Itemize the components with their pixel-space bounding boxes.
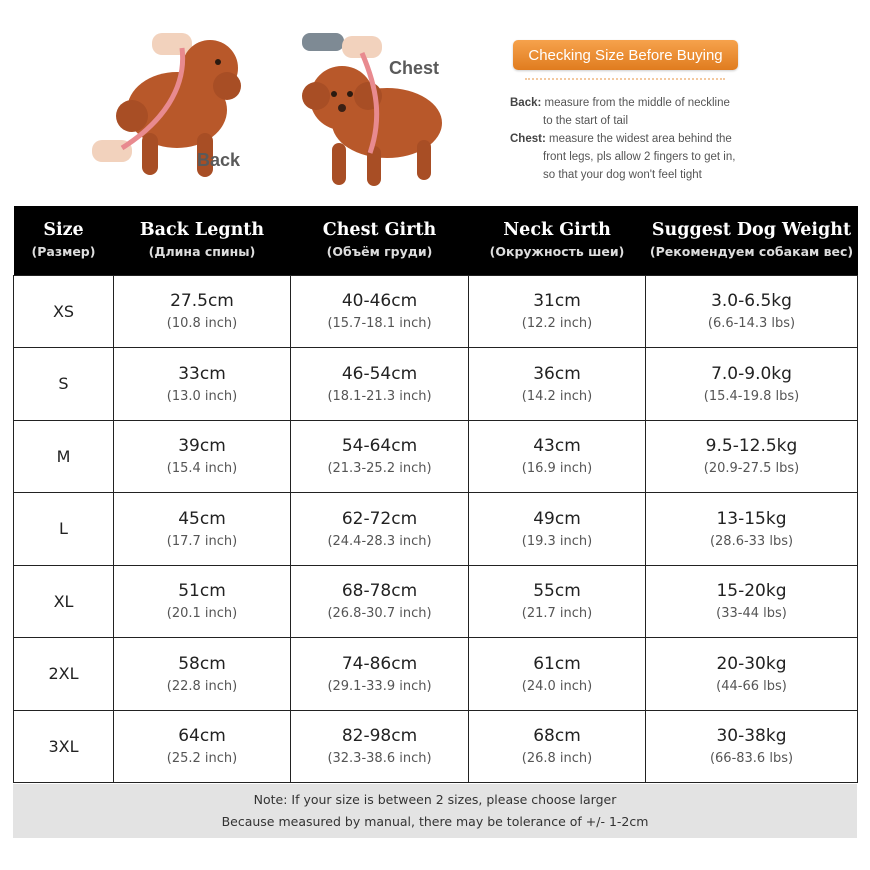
header-sub: (Окружность шеи): [489, 244, 625, 260]
back-inch: (17.7 inch): [166, 533, 238, 549]
neck-inch: (19.3 inch): [521, 533, 593, 549]
dog-weight-cell: [646, 710, 858, 783]
neck-inch: (26.8 inch): [521, 751, 593, 767]
neck-cm: 36cm: [533, 363, 581, 384]
table-header-row: [14, 206, 858, 275]
table-row: [14, 420, 858, 493]
chest-girth-cell: [291, 638, 469, 711]
note-line-2: Because measured by manual, there may be tolerance of +/- 1-2cm: [221, 814, 649, 829]
neck-girth-cell: [469, 493, 646, 566]
back-inch: (22.8 inch): [166, 678, 238, 694]
weight-kg: 13-15kg: [716, 508, 787, 529]
chest-inch: (21.3-25.2 inch): [327, 461, 432, 477]
chest-cm: 40-46cm: [341, 291, 418, 312]
header-sub: (Длина спины): [148, 244, 256, 260]
back-length-cell: [114, 275, 291, 348]
size-cell: XS: [14, 275, 114, 348]
header-main: Chest Girth: [322, 220, 437, 241]
measurement-instructions: [510, 94, 760, 184]
back-text-1: measure from the middle of neckline: [544, 97, 730, 109]
dog-weight-cell: [646, 565, 858, 638]
chest-term: Chest:: [510, 133, 546, 145]
header-main: Size: [43, 220, 84, 241]
back-inch: (13.0 inch): [166, 388, 238, 404]
back-inch: (25.2 inch): [166, 751, 238, 767]
weight-lbs: (28.6-33 lbs): [709, 533, 794, 549]
header-size: [14, 206, 114, 275]
size-cell: L: [14, 493, 114, 566]
weight-lbs: (66-83.6 lbs): [709, 751, 794, 767]
header-sub: (Рекомендуем собакам вес): [649, 244, 854, 260]
chest-girth-cell: [291, 493, 469, 566]
note-line-1: Note: If your size is between 2 sizes, please choose larger: [253, 792, 617, 807]
back-length-cell: [114, 710, 291, 783]
chest-cm: 82-98cm: [341, 726, 418, 747]
measurement-illustration: [0, 0, 870, 205]
neck-inch: (14.2 inch): [521, 388, 593, 404]
chest-cm: 74-86cm: [341, 653, 418, 674]
back-length-cell: [114, 565, 291, 638]
size-cell: XL: [14, 565, 114, 638]
back-length-cell: [114, 638, 291, 711]
neck-inch: (21.7 inch): [521, 606, 593, 622]
size-cell: 3XL: [14, 710, 114, 783]
weight-lbs: (6.6-14.3 lbs): [707, 316, 796, 332]
weight-lbs: (33-44 lbs): [716, 606, 787, 622]
chest-text-3: so that your dog won't feel tight: [543, 169, 702, 181]
neck-cm: 31cm: [533, 291, 581, 312]
back-term: Back:: [510, 97, 542, 109]
header-neck-girth: [469, 206, 646, 275]
chest-inch: (15.7-18.1 inch): [327, 316, 432, 332]
header-back-length: [114, 206, 291, 275]
header-sub: (Размер): [31, 244, 96, 260]
back-cm: 45cm: [178, 508, 226, 529]
table-row: [14, 710, 858, 783]
dog-weight-cell: [646, 420, 858, 493]
table-row: [14, 275, 858, 348]
checking-size-badge: Checking Size Before Buying: [513, 40, 738, 70]
neck-cm: 61cm: [533, 653, 581, 674]
chest-cm: 46-54cm: [341, 363, 418, 384]
back-length-cell: [114, 493, 291, 566]
chest-inch: (29.1-33.9 inch): [327, 678, 432, 694]
size-cell: 2XL: [14, 638, 114, 711]
back-cm: 58cm: [178, 653, 226, 674]
back-cm: 27.5cm: [170, 291, 234, 312]
weight-lbs: (20.9-27.5 lbs): [703, 461, 800, 477]
neck-girth-cell: [469, 420, 646, 493]
size-chart-table: [13, 206, 858, 783]
chest-inch: (18.1-21.3 inch): [327, 388, 432, 404]
header-main: Back Legnth: [139, 220, 265, 241]
dog-back-illustration: [92, 28, 267, 193]
weight-kg: 30-38kg: [716, 726, 787, 747]
header-main: Neck Girth: [503, 220, 611, 241]
back-cm: 51cm: [178, 581, 226, 602]
chest-inch: (26.8-30.7 inch): [327, 606, 432, 622]
chest-inch: (24.4-28.3 inch): [327, 533, 432, 549]
weight-kg: 15-20kg: [716, 581, 787, 602]
chest-text-1: measure the widest area behind the: [548, 133, 732, 145]
table-row: [14, 638, 858, 711]
back-length-cell: [114, 420, 291, 493]
back-cm: 64cm: [178, 726, 226, 747]
table-row: [14, 565, 858, 638]
size-cell: S: [14, 348, 114, 421]
badge-underline: [525, 70, 725, 80]
dog-weight-cell: [646, 638, 858, 711]
back-length-cell: [114, 348, 291, 421]
chest-girth-cell: [291, 420, 469, 493]
neck-girth-cell: [469, 710, 646, 783]
dog-chest-illustration: [292, 28, 467, 193]
neck-cm: 55cm: [533, 581, 581, 602]
chest-inch: (32.3-38.6 inch): [327, 751, 432, 767]
table-row: [14, 493, 858, 566]
weight-kg: 9.5-12.5kg: [705, 436, 798, 457]
neck-girth-cell: [469, 348, 646, 421]
header-chest-girth: [291, 206, 469, 275]
dog-weight-cell: [646, 275, 858, 348]
chest-girth-cell: [291, 275, 469, 348]
chest-girth-cell: [291, 348, 469, 421]
weight-lbs: (15.4-19.8 lbs): [703, 388, 800, 404]
chest-cm: 62-72cm: [341, 508, 418, 529]
header-main: Suggest Dog Weight: [651, 220, 852, 241]
chest-text-2: front legs, pls allow 2 fingers to get in,: [543, 151, 736, 163]
back-measure-image: [92, 28, 267, 193]
chest-measure-image: [292, 28, 467, 193]
neck-girth-cell: [469, 565, 646, 638]
chest-girth-cell: [291, 710, 469, 783]
chest-label: Chest: [389, 58, 440, 78]
neck-cm: 68cm: [533, 726, 581, 747]
back-inch: (20.1 inch): [166, 606, 238, 622]
size-cell: M: [14, 420, 114, 493]
back-text-2: to the start of tail: [543, 115, 629, 127]
neck-cm: 43cm: [533, 436, 581, 457]
dog-weight-cell: [646, 348, 858, 421]
weight-kg: 3.0-6.5kg: [711, 291, 792, 312]
neck-cm: 49cm: [533, 508, 581, 529]
neck-girth-cell: [469, 638, 646, 711]
neck-girth-cell: [469, 275, 646, 348]
neck-inch: (16.9 inch): [521, 461, 593, 477]
table-row: [14, 348, 858, 421]
back-inch: (10.8 inch): [166, 316, 238, 332]
weight-kg: 20-30kg: [716, 653, 787, 674]
header-dog-weight: [646, 206, 858, 275]
back-cm: 39cm: [178, 436, 226, 457]
weight-kg: 7.0-9.0kg: [711, 363, 792, 384]
size-note: [13, 784, 857, 838]
neck-inch: (24.0 inch): [521, 678, 593, 694]
back-cm: 33cm: [178, 363, 226, 384]
chest-cm: 68-78cm: [341, 581, 418, 602]
chest-cm: 54-64cm: [341, 436, 418, 457]
back-inch: (15.4 inch): [166, 461, 238, 477]
chest-girth-cell: [291, 565, 469, 638]
weight-lbs: (44-66 lbs): [716, 678, 787, 694]
neck-inch: (12.2 inch): [521, 316, 593, 332]
back-label: Back: [197, 150, 241, 170]
dog-weight-cell: [646, 493, 858, 566]
header-sub: (Объём груди): [326, 244, 433, 260]
